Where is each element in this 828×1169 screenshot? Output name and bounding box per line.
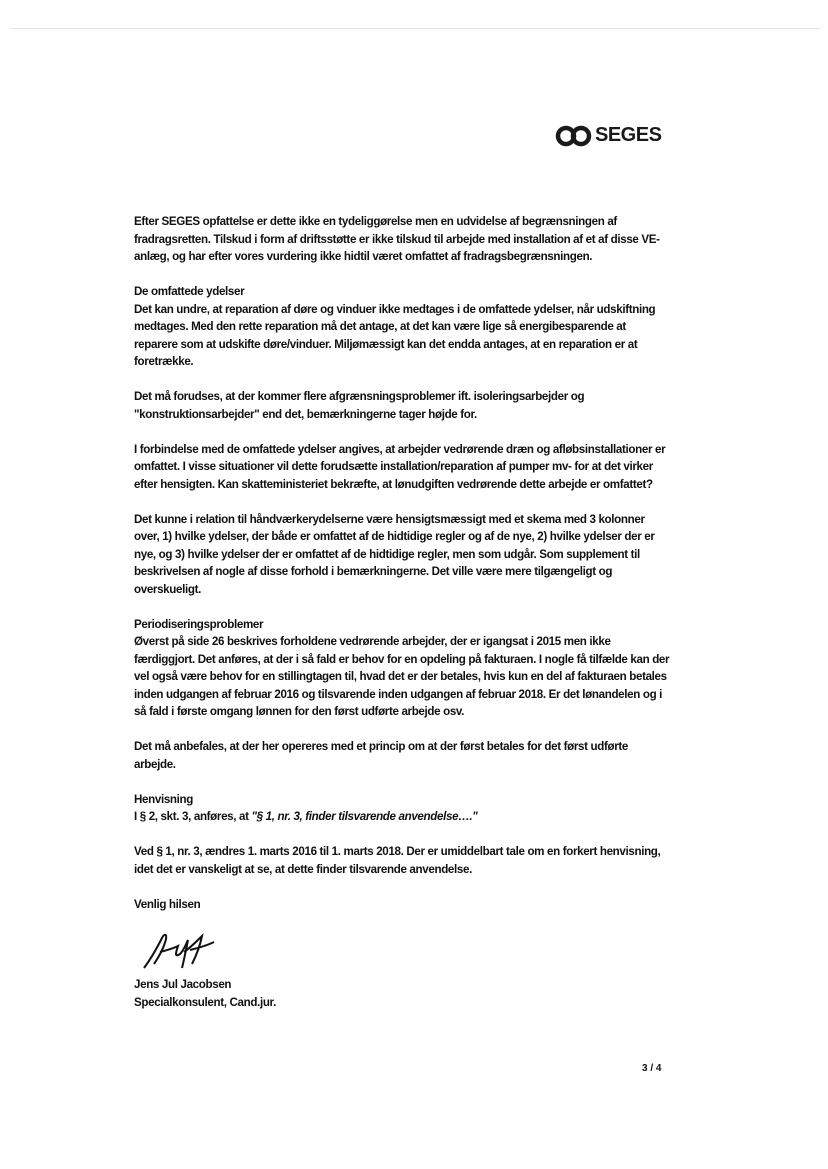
section-periodisering <box>134 616 672 721</box>
seges-logo <box>555 124 661 147</box>
scan-edge-line <box>10 28 820 29</box>
section-heading: Henvisning <box>134 792 193 806</box>
section-henvisning <box>134 791 672 826</box>
paragraph-aendring: Ved § 1, nr. 3, ændres 1. marts 2016 til 1. marts 2018. Der er umiddelbart tale om en forkert henvisning, idet det er vanskeligt at se, at dette finder tilsvarende anvendelse. <box>134 845 661 876</box>
paragraph-draen: I forbindelse med de omfattede ydelser angives, at arbejder vedrørende dræn og afløbsinstallationer er omfattet. I visse situationer vil dette forudsætte installation/reparation af pumper mv- for at det virker efter hensigten. Kan skatteministeriet bekræfte, at lønudgiften vedrørende dette arbejde er omfattet? <box>134 442 666 491</box>
closing-greeting: Venlig hilsen <box>134 897 201 911</box>
handwritten-signature <box>140 930 220 972</box>
section-heading: De omfattede ydelser <box>134 285 245 298</box>
section-text: Øverst på side 26 beskrives forholdene vedrørende arbejder, der er igangsat i 2015 men ikke færdiggjort. Det anføres, at der i så fald er behov for en opdeling på fakturaen. I nogle få tilfælde kan der vel også være behov for en stillingtagen til, hvad det er der betales, hvis kun en del af fakturaen betales inden udgangen af februar 2016 og tilsvarende inden udgangen af februar 2018. Er det lønandelen og i så fald i første omgang lønnen for den først udførte arbejde osv. <box>134 635 670 718</box>
intro-paragraph: Efter SEGES opfattelse er dette ikke en tydeliggørelse men en udvidelse af begrænsningen af fradragsretten. Tilskud i form af driftsstøtte er ikke tilskud til arbejde med installation af et af disse VE-anlæg, og har efter vores vurdering ikke hidtil været omfattet af fradragsbegrænsningen. <box>134 215 660 263</box>
signer-name: Jens Jul Jacobsen <box>134 978 232 991</box>
paragraph-afgraensning: Det må forudses, at der kommer flere afgrænsningsproblemer ift. isoleringsarbejder og "konstruktionsarbejder" end det, bemærkningerne tager højde for. <box>134 390 585 421</box>
letter-body <box>134 213 672 931</box>
quoted-reference: "§ 1, nr. 3, finder tilsvarende anvendelse…." <box>251 810 478 823</box>
signature-block <box>134 976 276 1011</box>
seges-logo-icon <box>555 125 593 147</box>
section-omfattede-ydelser <box>134 283 672 371</box>
page-number: 3 / 4 <box>642 1063 662 1074</box>
signer-title: Specialkonsulent, Cand.jur. <box>134 995 276 1009</box>
logo-text: SEGES <box>595 124 662 146</box>
paragraph-skema: Det kunne i relation til håndværkerydelserne være hensigtsmæssigt med et skema med 3 kolonner over, 1) hvilke ydelser, der både er omfattet af de hidtidige regler og af de nye, 2) hvilke ydelser der er nye, og 3) hvilke ydelser der er omfattet af de hidtidige regler, men som udgår. Som supplement til beskrivelsen af nogle af disse forhold i bemærkningerne. Det ville være mere tilgængeligt og overskueligt. <box>134 512 655 596</box>
section-text: Det kan undre, at reparation af døre og vinduer ikke medtages i de omfattede ydelser, når udskiftning medtages. Med den rette reparation må det antage, at det kan være lige så energibesparende at reparere som at udskifte døre/vinduer. Miljømæssigt kan det endda antages, at en reparation er at foretrække. <box>134 302 656 368</box>
section-heading: Periodiseringsproblemer <box>134 617 264 631</box>
paragraph-anbefaling: Det må anbefales, at der her opereres med et princip om at der først betales for det først udførte arbejde. <box>134 740 628 771</box>
section-text: I § 2, skt. 3, anføres, at <box>134 810 252 823</box>
